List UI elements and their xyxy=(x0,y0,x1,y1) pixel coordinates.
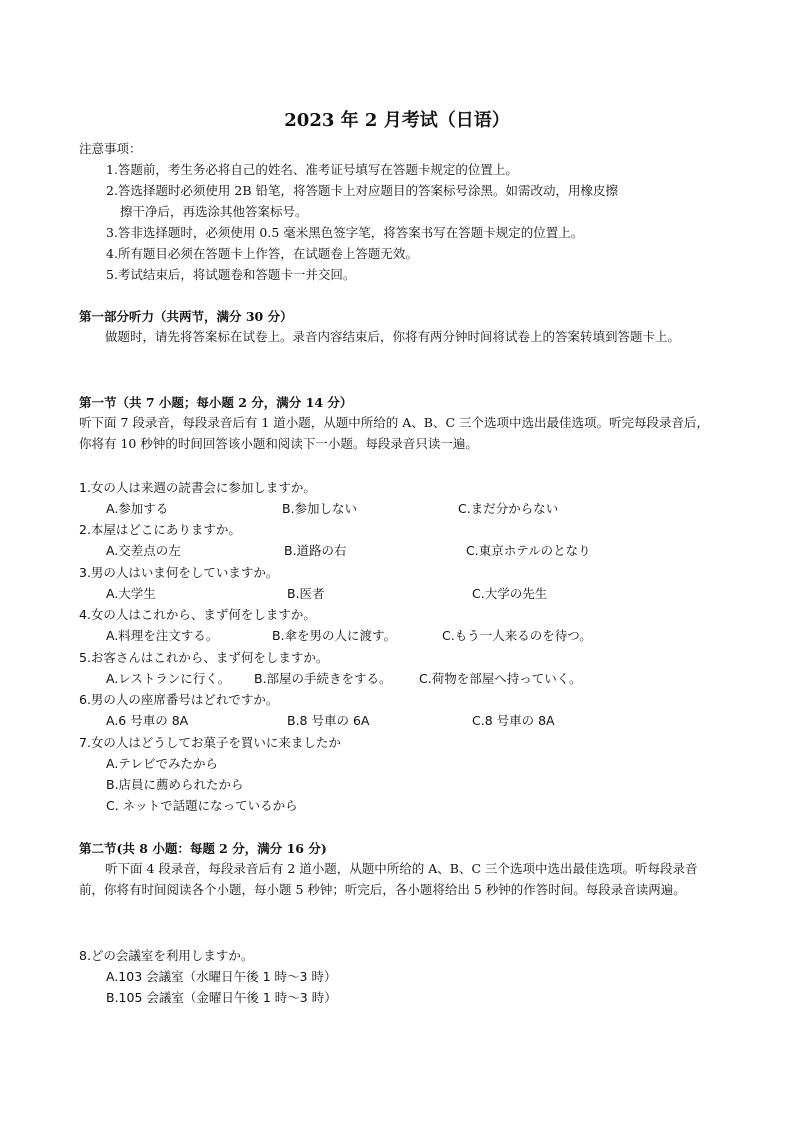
option-b: B.傘を男の人に渡す。 xyxy=(272,628,397,643)
page-title: 2023 年 2 月考试（日语） xyxy=(284,110,510,131)
option-b: B.道路の右 xyxy=(284,543,347,558)
notice-heading: 注意事项： xyxy=(79,141,142,156)
option-c: C. ネットで話題になっているから xyxy=(106,798,298,813)
option-b: B.参加しない xyxy=(282,501,358,516)
section2-heading: 第二节(共 8 小题：每题 2 分，满分 16 分) xyxy=(79,841,327,856)
question-7: 7.女の人はどうしてお菓子を買いに来ましたか xyxy=(79,735,341,750)
option-c: C.もう一人来るのを待つ。 xyxy=(442,628,592,643)
question-2: 2.本屋はどこにありますか。 xyxy=(79,522,241,537)
option-a: A.テレビでみたから xyxy=(106,756,219,771)
option-c: C.大学の先生 xyxy=(472,586,548,601)
option-b: B.医者 xyxy=(287,586,325,601)
question-4: 4.女の人はこれから、まず何をしますか。 xyxy=(79,607,316,622)
notice-item: 擦干净后，再选涂其他答案标号。 xyxy=(120,204,308,219)
question-1: 1.女の人は来週の読書会に参加しますか。 xyxy=(79,480,316,495)
notice-item: 2.答选择题时必须使用 2B 铅笔，将答题卡上对应题目的答案标号涂黑。如需改动，用橡皮擦 xyxy=(106,183,619,198)
notice-item: 1.答题前，考生务必将自己的姓名、准考证号填写在答题卡规定的位置上。 xyxy=(106,162,518,177)
option-a: A.103 会議室（水曜日午後 1 時～3 時） xyxy=(106,969,337,984)
option-a: A.レストランに行く。 xyxy=(106,671,231,686)
part1-instruction: 做题时，请先将答案标在试卷上。录音内容结束后，你将有两分钟时间将试卷上的答案转填到答题卡上。 xyxy=(105,329,681,344)
option-a: A.6 号車の 8A xyxy=(106,713,189,728)
part1-heading: 第一部分听力（共两节，满分 30 分） xyxy=(79,309,293,324)
option-a: A.大学生 xyxy=(106,586,156,601)
option-c: C.荷物を部屋へ持っていく。 xyxy=(419,671,582,686)
option-b: B.店員に薦められたから xyxy=(106,777,244,792)
option-a: A.参加する xyxy=(106,501,169,516)
option-a: A.交差点の左 xyxy=(106,543,181,558)
question-5: 5.お客さんはこれから、まず何をしますか。 xyxy=(79,650,329,665)
option-c: C.8 号車の 8A xyxy=(472,713,555,728)
notice-item: 3.答非选择题时，必须使用 0.5 毫米黑色签字笔，将答案书写在答题卡规定的位置上。 xyxy=(106,225,584,240)
option-a: A.料理を注文する。 xyxy=(106,628,219,643)
notice-item: 4.所有题目必须在答题卡上作答，在试题卷上答题无效。 xyxy=(106,246,418,261)
section2-instruction: 听下面 4 段录音，每段录音后有 2 道小题，从题中所给的 A、B、C 三个选项中选出最佳选项。听每段录音前，你将有时间阅读各个小题，每小题 5 秒钟；听完后，各小题将给出 5 秒钟的作答时间。每段录音读两遍。 xyxy=(79,861,698,897)
option-b: B.8 号車の 6A xyxy=(287,713,370,728)
question-3: 3.男の人はいま何をしていますか。 xyxy=(79,565,279,580)
section1-heading: 第一节（共 7 小题；每小题 2 分，满分 14 分） xyxy=(79,395,353,410)
section1-instruction: 听下面 7 段录音，每段录音后有 1 道小题，从题中所给的 A、B、C 三个选项中选出最佳选项。听完每段录音后，你将有 10 秒钟的时间回答该小题和阅读下一小题。每段录音只读一遍。 xyxy=(79,415,710,451)
question-6: 6.男の人の座席番号はどれですか。 xyxy=(79,692,279,707)
option-b: B.105 会議室（金曜日午後 1 時～3 時） xyxy=(106,990,337,1005)
option-c: C.東京ホテルのとなり xyxy=(466,543,591,558)
question-8: 8.どの会議室を利用しますか。 xyxy=(79,948,254,963)
option-c: C.まだ分からない xyxy=(458,501,559,516)
notice-item: 5.考试结束后，将试题卷和答题卡一并交回。 xyxy=(106,267,356,282)
option-b: B.部屋の手続きをする。 xyxy=(254,671,392,686)
